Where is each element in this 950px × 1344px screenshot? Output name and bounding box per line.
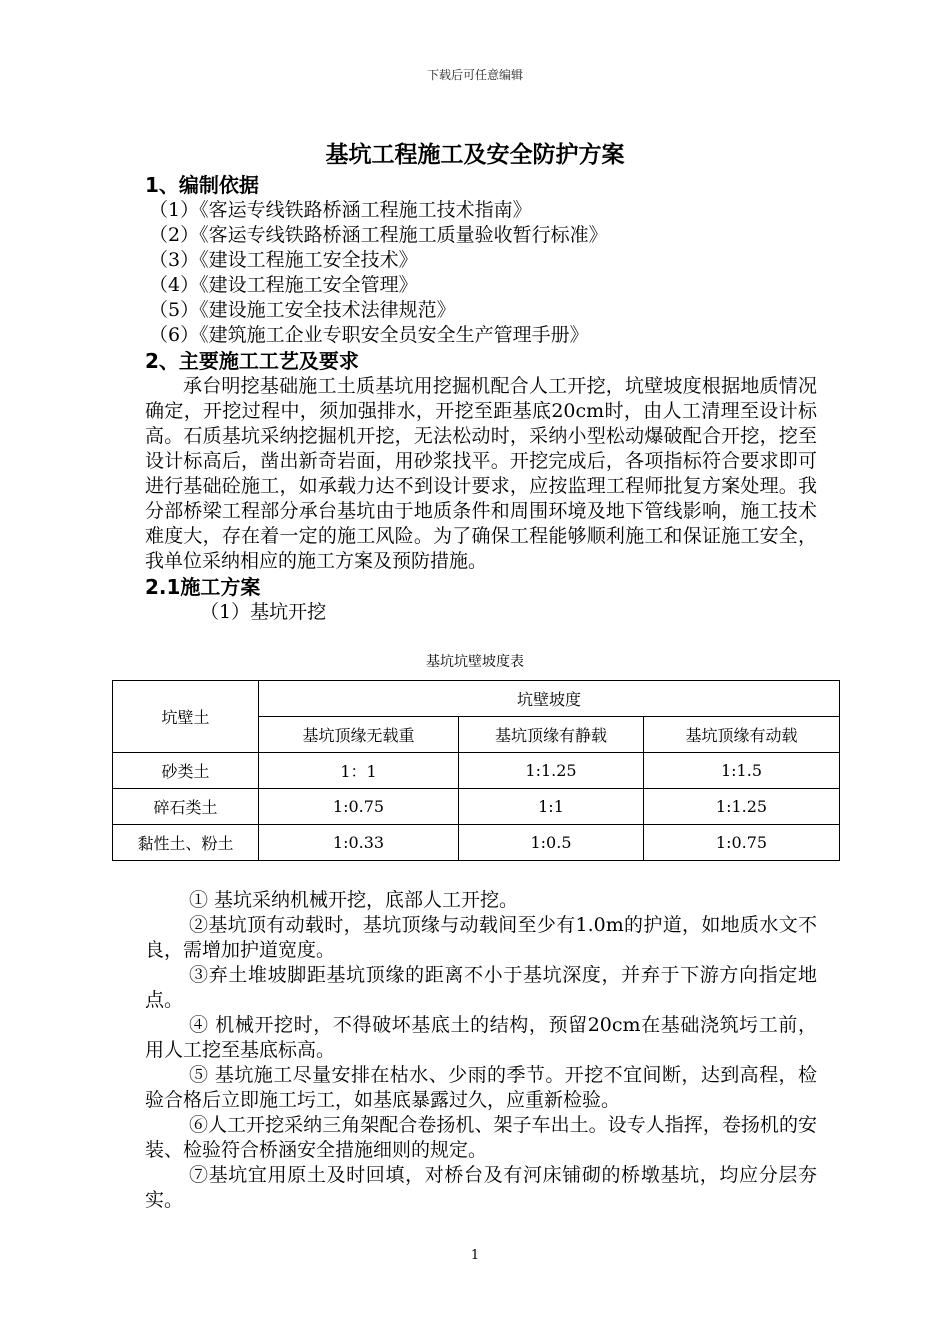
table-cell: 1:1.5 (644, 753, 840, 789)
requirement-item: ③弃土堆坡脚距基坑顶缘的距离不小于基坑深度，并弃于下游方向指定地点。 (145, 964, 817, 1011)
table-cell: 黏性土、粉土 (113, 825, 259, 861)
slope-table (112, 680, 840, 861)
table-column-header: 基坑顶缘有动载 (644, 717, 840, 753)
table-row (113, 753, 840, 789)
section1-heading: 1、编制依据 (145, 173, 259, 197)
table-column-header: 基坑顶缘无载重 (259, 717, 459, 753)
subsection-item: （1）基坑开挖 (200, 601, 327, 623)
reference-item: （5）《建设施工安全技术法律规范》 (149, 299, 456, 321)
requirement-item: ⑤ 基坑施工尽量安排在枯水、少雨的季节。开挖不宜间断，达到高程，检验合格后立即施工圬工，如基底暴露过久，应重新检验。 (145, 1064, 817, 1111)
requirement-item: ⑥人工开挖采纳三角架配合卷扬机、架子车出土。设专人指挥，卷扬机的安装、检验符合桥涵安全措施细则的规定。 (145, 1114, 817, 1161)
table-cell: 1:1 (459, 789, 644, 825)
requirement-item: ① 基坑采纳机械开挖，底部人工开挖。 (189, 889, 519, 911)
section2-paragraph: 承台明挖基础施工土质基坑用挖掘机配合人工开挖，坑壁坡度根据地质情况确定，开挖过程中，须加强排水，开挖至距基底20cm时，由人工清理至设计标高。石质基坑采纳挖掘机开挖，无法松动时，采纳小型松动爆破配合开挖，挖至设计标高后，凿出新奇岩面，用砂浆找平。开挖完成后，各项指标符合要求即可进行基础砼施工，如承载力达不到设计要求，应按监理工程师批复方案处理。我分部桥梁工程部分承台基坑由于地质条件和周围环境及地下管线影响，施工技术难度大，存在着一定的施工风险。为了确保工程能够顺利施工和保证施工安全，我单位采纳相应的施工方案及预防措施。 (145, 375, 817, 572)
reference-item: （3）《建设工程施工安全技术》 (149, 249, 418, 271)
table-column-header: 基坑顶缘有静载 (459, 717, 644, 753)
table-cell: 碎石类土 (113, 789, 259, 825)
section2-heading: 2、主要施工工艺及要求 (145, 349, 359, 373)
reference-item: （4）《建设工程施工安全管理》 (149, 274, 418, 296)
table-cell: 1:0.75 (259, 789, 459, 825)
table-row (113, 825, 840, 861)
table-row (113, 789, 840, 825)
table-cell: 1:1.25 (459, 753, 644, 789)
table-header-row (113, 681, 840, 717)
reference-item: （2）《客运专线铁路桥涵工程施工质量验收暂行标准》 (149, 224, 608, 246)
page-header-note: 下载后可任意编辑 (426, 68, 523, 82)
table-cell: 1:0.33 (259, 825, 459, 861)
table-cell: 1:0.75 (644, 825, 840, 861)
document-body (145, 172, 817, 625)
table-cell: 1:1.25 (644, 789, 840, 825)
table-group-header: 坑壁坡度 (259, 681, 840, 717)
subsection-heading: 2.1施工方案 (145, 575, 261, 599)
table-cell: 1:0.5 (459, 825, 644, 861)
table-row-header: 坑壁土 (113, 681, 259, 753)
excavation-requirements (145, 888, 817, 1213)
requirement-item: ④ 机械开挖时，不得破坏基底土的结构，预留20cm在基础浇筑圬工前，用人工挖至基底标高。 (145, 1014, 817, 1061)
table-cell: 1：1 (259, 753, 459, 789)
table-caption: 基坑坑壁坡度表 (426, 654, 524, 670)
reference-item: （6）《建筑施工企业专职安全员安全生产管理手册》 (149, 324, 589, 346)
reference-item: （1）《客运专线铁路桥涵工程施工技术指南》 (149, 199, 532, 221)
document-title: 基坑工程施工及安全防护方案 (325, 142, 625, 168)
requirement-item: ⑦基坑宜用原土及时回填，对桥台及有河床铺砌的桥墩基坑，均应分层夯实。 (145, 1164, 817, 1211)
table-cell: 砂类土 (113, 753, 259, 789)
page-number: 1 (470, 1248, 480, 1263)
requirement-item: ②基坑顶有动载时，基坑顶缘与动载间至少有1.0m的护道，如地质水文不良，需增加护道宽度。 (145, 914, 817, 961)
